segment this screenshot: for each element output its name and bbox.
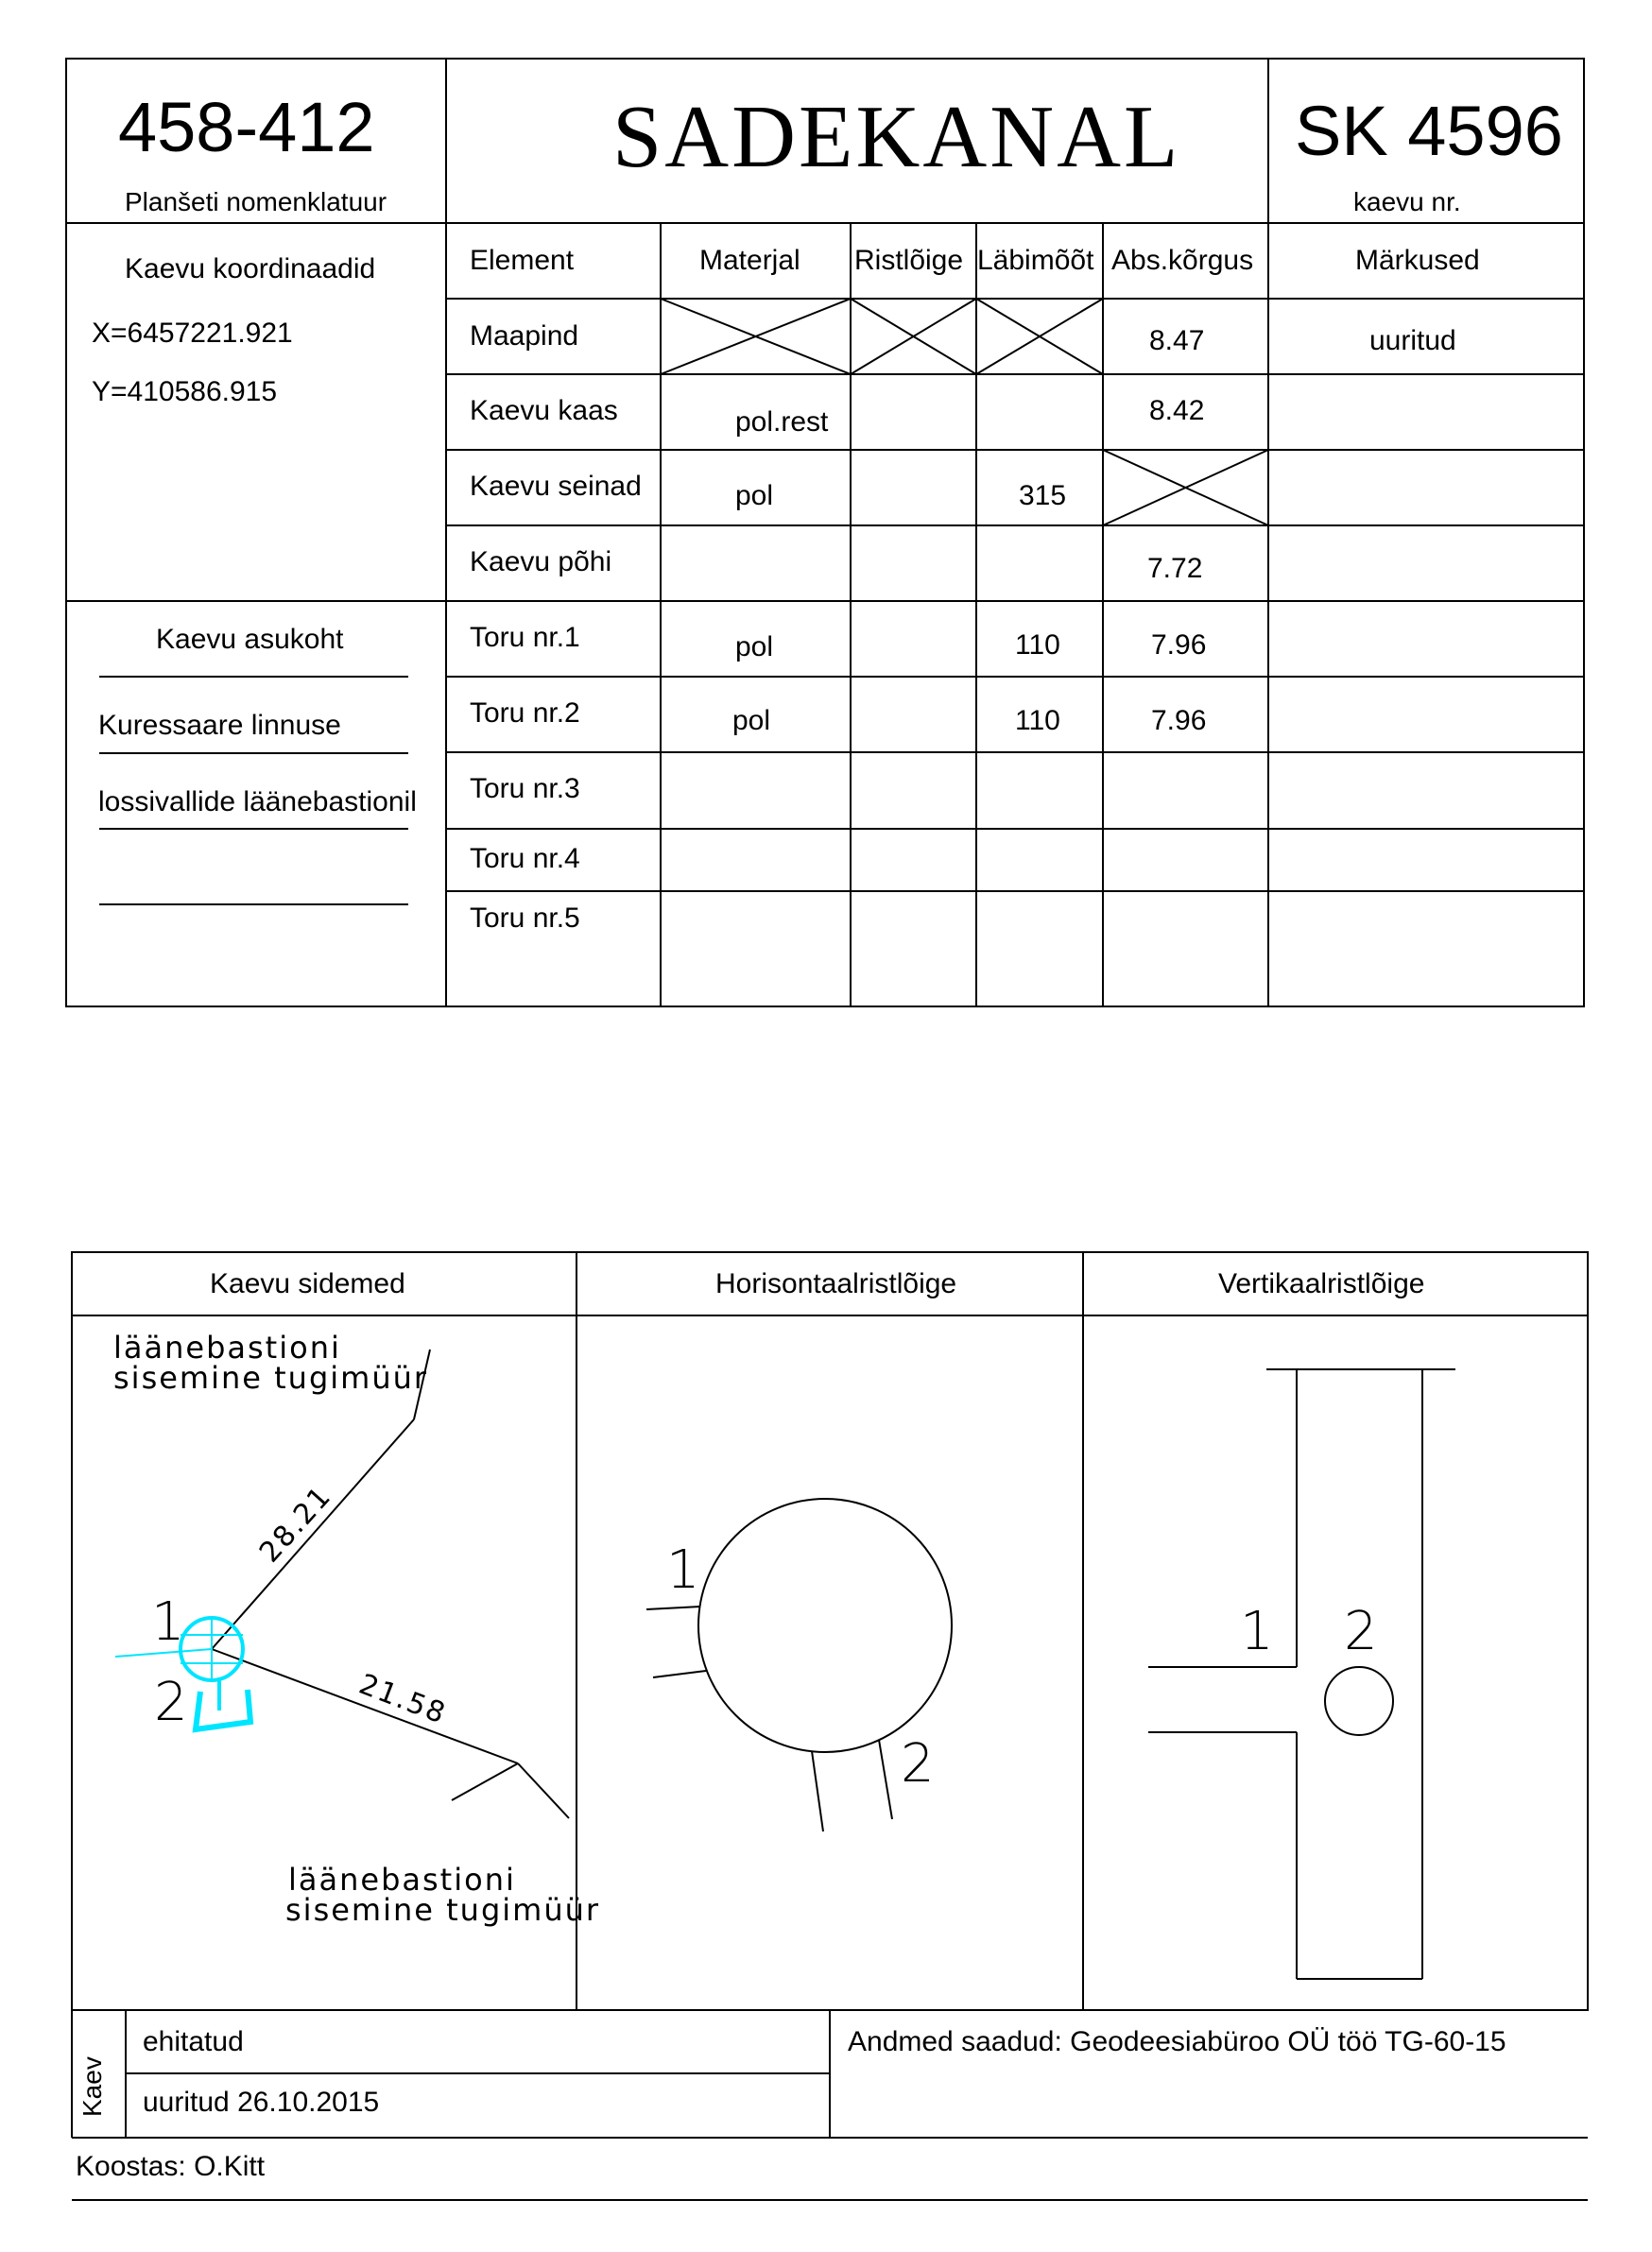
tie-sketch xyxy=(212,1349,569,1818)
wall-label-bottom-2: sisemine tugimüür xyxy=(285,1892,601,1928)
vertical-section xyxy=(1148,1369,1455,1979)
row-element: Toru nr.1 xyxy=(470,622,580,653)
row-labimoot: 315 xyxy=(1019,480,1067,511)
col-header-markused: Märkused xyxy=(1355,245,1480,276)
coord-y: Y=410586.915 xyxy=(92,376,278,407)
row-materjal: pol xyxy=(735,480,774,511)
panel-title-horisontaal: Horisontaalristlõige xyxy=(715,1268,957,1299)
vsec-pipe-2-label: 2 xyxy=(1344,1601,1378,1662)
footer-source: Andmed saadud: Geodeesiabüroo OÜ töö TG-60-15 xyxy=(848,2026,1506,2057)
wall-label-bottom-1: läänebastioni xyxy=(288,1862,516,1898)
vsec-pipe-1-label: 1 xyxy=(1240,1601,1274,1662)
col-header-element: Element xyxy=(470,245,575,276)
row-element: Toru nr.5 xyxy=(470,903,580,934)
row-element: Kaevu seinad xyxy=(470,471,642,502)
row-markused: uuritud xyxy=(1369,325,1456,356)
row-materjal: pol xyxy=(732,705,771,736)
row-abs: 8.47 xyxy=(1149,325,1205,356)
coords-label: Kaevu koordinaadid xyxy=(125,253,376,284)
row-materjal: pol.rest xyxy=(735,406,829,438)
row-abs: 7.96 xyxy=(1151,705,1207,736)
col-header-abs: Abs.kõrgus xyxy=(1111,245,1254,276)
footer-surveyed: uuritud 26.10.2015 xyxy=(143,2087,380,2118)
location-line-2: lossivallide läänebastionil xyxy=(98,786,417,817)
row-materjal: pol xyxy=(735,631,774,662)
footer-built: ehitatud xyxy=(143,2026,244,2057)
panel-title-sidemed: Kaevu sidemed xyxy=(210,1268,405,1299)
tie-pipe-1-label: 1 xyxy=(151,1591,185,1653)
wall-label-top-2: sisemine tugimüür xyxy=(113,1360,429,1396)
hsec-pipe-2-label: 2 xyxy=(901,1733,935,1795)
wall-label-top-1: läänebastioni xyxy=(113,1330,341,1366)
distance-1: 28.21 xyxy=(252,1479,339,1570)
col-header-labimoot: Läbimõõt xyxy=(977,245,1094,276)
row-element: Toru nr.2 xyxy=(470,697,580,729)
well-number-label: kaevu nr. xyxy=(1353,187,1461,216)
row-element: Toru nr.4 xyxy=(470,843,580,874)
panel-title-vertikaal: Vertikaalristlõige xyxy=(1218,1268,1425,1299)
row-abs: 8.42 xyxy=(1149,395,1205,426)
page-title: SADEKANAL xyxy=(612,88,1181,186)
location-line-1: Kuressaare linnuse xyxy=(98,710,341,741)
footer-author: Koostas: O.Kitt xyxy=(76,2151,266,2182)
tie-pipe-2-label: 2 xyxy=(154,1672,188,1733)
row-element: Toru nr.3 xyxy=(470,773,580,804)
row-element: Maapind xyxy=(470,320,579,352)
row-labimoot: 110 xyxy=(1015,705,1060,736)
coord-x: X=6457221.921 xyxy=(92,318,293,349)
row-labimoot: 110 xyxy=(1015,629,1060,661)
plansheet-label: Planšeti nomenklatuur xyxy=(125,187,387,216)
row-abs: 7.72 xyxy=(1147,553,1203,584)
kaev-label: Kaev xyxy=(77,2056,107,2117)
col-header-ristloige: Ristlõige xyxy=(854,245,964,276)
well-number: SK 4596 xyxy=(1295,92,1563,170)
row-abs: 7.96 xyxy=(1151,629,1207,661)
plansheet-number: 458-412 xyxy=(118,88,375,166)
distance-2: 21.58 xyxy=(354,1667,452,1731)
hsec-pipe-1-label: 1 xyxy=(666,1539,700,1601)
row-element: Kaevu kaas xyxy=(470,395,618,426)
row-element: Kaevu põhi xyxy=(470,546,612,577)
location-label: Kaevu asukoht xyxy=(156,624,344,655)
col-header-materjal: Materjal xyxy=(699,245,800,276)
